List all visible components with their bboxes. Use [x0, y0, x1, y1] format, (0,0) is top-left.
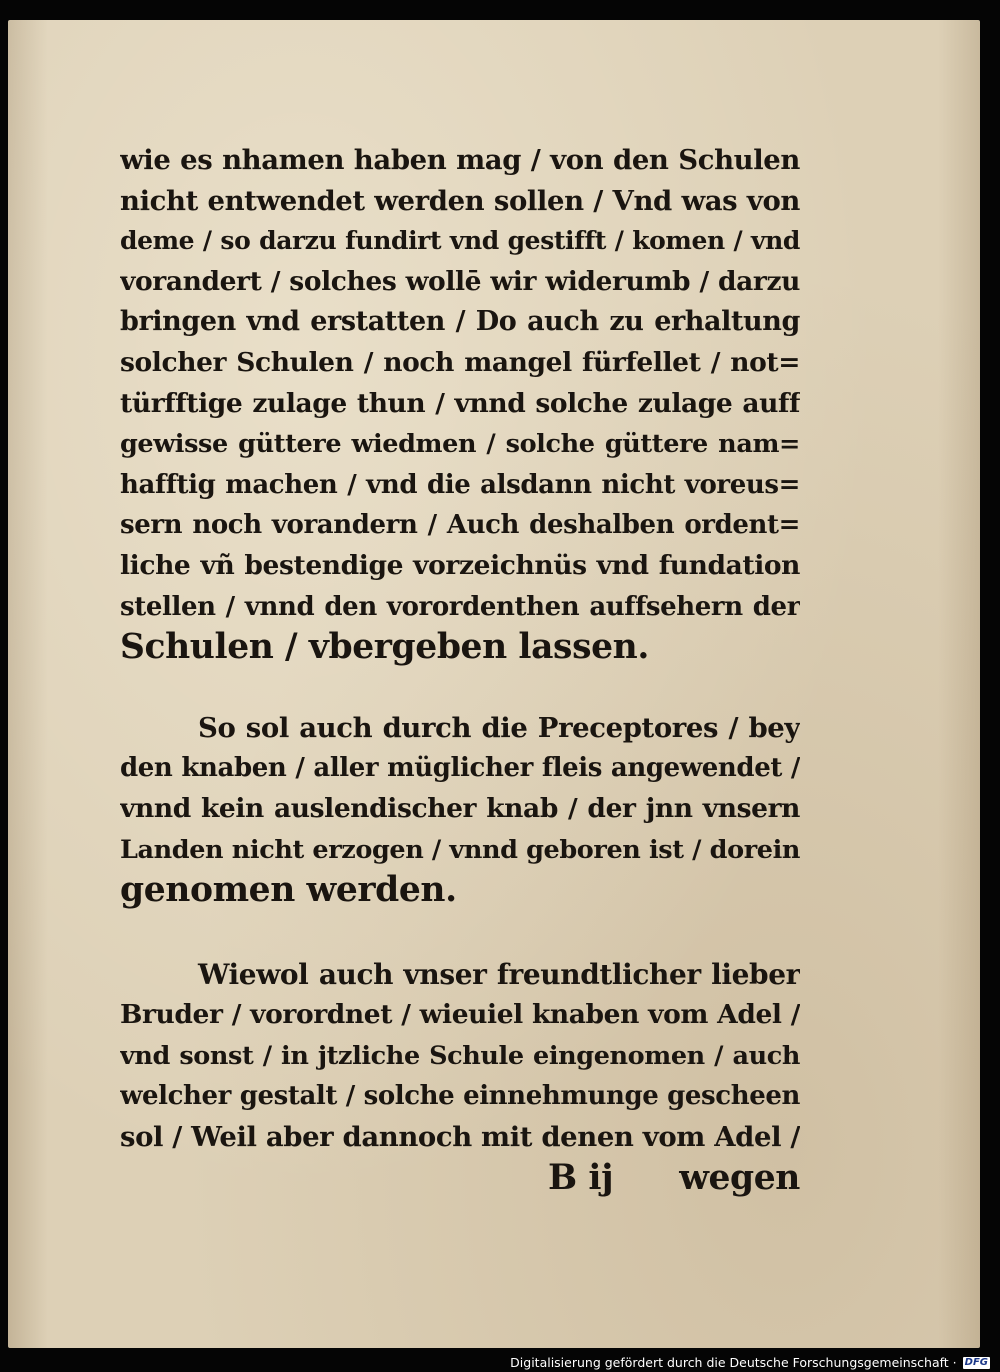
paragraph-2	[120, 708, 800, 911]
text-line: stellen / vnnd den vorordenthen auffsehern der	[120, 591, 800, 622]
text-line: So sol auch durch die Preceptores / bey	[198, 711, 800, 744]
page-text	[120, 140, 800, 1198]
paragraph-3	[120, 955, 800, 1158]
text-line: gewisse güttere wiedmen / solche güttere nam=	[120, 429, 800, 460]
text-line: vorandert / solches wollē wir widerumb / darzu	[120, 265, 800, 297]
text-line: Schulen / vbergeben lassen.	[120, 627, 649, 668]
footer-text: Digitalisierung gefördert durch die Deutsche Forschungsgemeinschaft ·	[510, 1355, 957, 1370]
text-line: vnnd kein auslendischer knab / der jnn vnsern	[120, 792, 800, 824]
text-line: türfftige zulage thun / vnnd solche zulage auff	[120, 387, 800, 419]
text-line: Wiewol auch vnser freundtlicher lieber	[198, 957, 800, 991]
text-line: deme / so darzu fundirt vnd gestifft / komen / vnd	[120, 226, 800, 256]
text-line: bringen vnd erstatten / Do auch zu erhaltung	[120, 306, 800, 338]
text-line: solcher Schulen / noch mangel fürfellet / not=	[120, 346, 800, 378]
text-line: liche vñ bestendige vorzeichnüs vnd fundation	[120, 549, 800, 581]
text-line: genomen werden.	[120, 870, 457, 911]
text-line: sol / Weil aber dannoch mit denen vom Adel /	[120, 1121, 800, 1154]
paragraph-1	[120, 140, 800, 668]
paragraph-gap	[120, 668, 800, 708]
paragraph-gap	[120, 911, 800, 955]
catchline	[120, 1158, 800, 1198]
catchword: wegen	[679, 1157, 800, 1198]
text-line: sern noch vorandern / Auch deshalben ordent=	[120, 510, 800, 541]
text-line: nicht entwendet werden sollen / Vnd was von	[120, 184, 800, 217]
dfg-logo-icon: DFG	[964, 1356, 988, 1368]
text-line: Bruder / vorordnet / wieuiel knaben vom Adel /	[120, 999, 800, 1031]
text-line: den knaben / aller müglicher fleis angewendet /	[120, 753, 800, 784]
text-line: hafftig machen / vnd die alsdann nicht voreus=	[120, 469, 800, 500]
text-line: vnd sonst / in jtzliche Schule eingenomen / auch	[120, 1040, 800, 1071]
book-page	[8, 20, 980, 1348]
text-line: Landen nicht erzogen / vnnd geboren ist / dorein	[120, 834, 800, 865]
signature-mark: B ij	[548, 1157, 614, 1198]
text-line: wie es nhamen haben mag / von den Schulen	[120, 144, 800, 176]
text-line: welcher gestalt / solche einnehmunge gescheen	[120, 1081, 800, 1112]
footer-credit	[510, 1355, 990, 1370]
